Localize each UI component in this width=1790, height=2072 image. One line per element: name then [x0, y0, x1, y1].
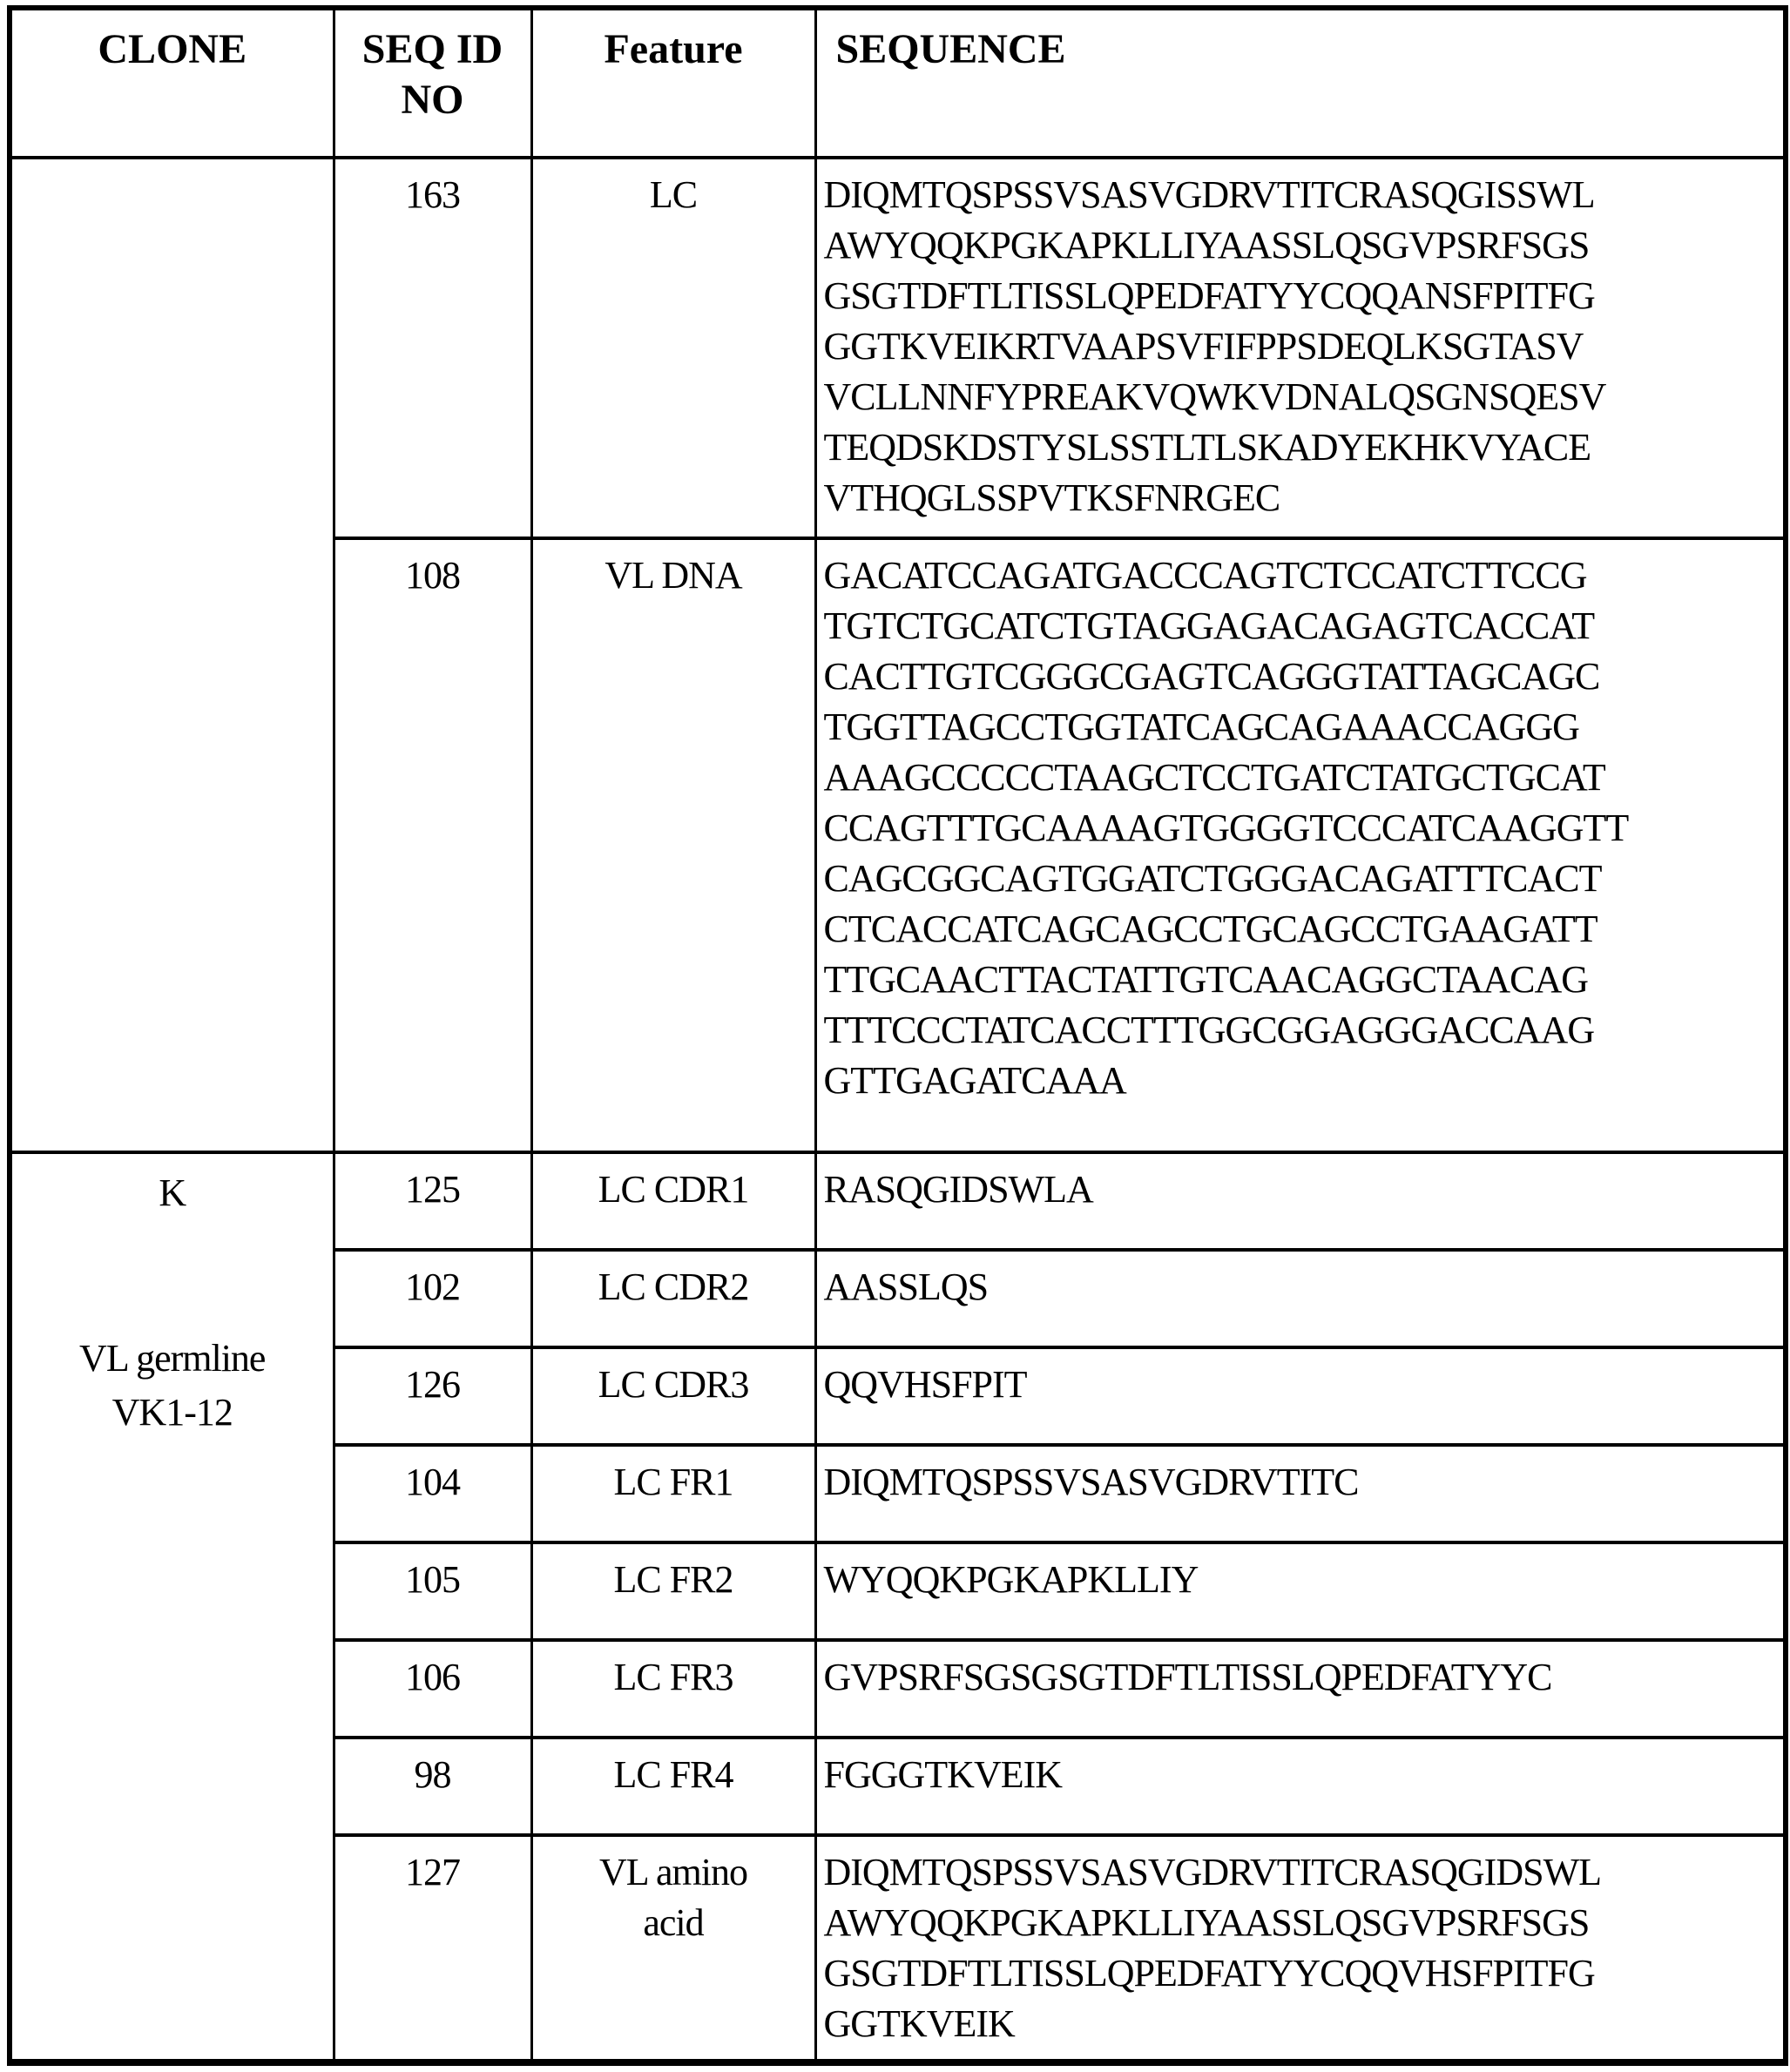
header-clone: [10, 8, 334, 158]
feature-value: LC CDR1: [598, 1168, 749, 1211]
sequence-cell: [815, 1640, 1786, 1738]
sequence-cell: [815, 1835, 1786, 2062]
sequence-cell: [815, 538, 1786, 1152]
seq-id-cell: [334, 1835, 531, 2062]
seq-id-value: 98: [414, 1753, 451, 1796]
sequence-cell: [815, 1445, 1786, 1542]
sequence-value: AASSLQS: [823, 1265, 989, 1308]
seq-id-cell: [334, 158, 531, 538]
seq-id-value: 104: [405, 1461, 460, 1503]
header-feature-label: Feature: [604, 26, 743, 72]
row-lc-cdr1: [10, 1152, 1786, 1250]
seq-id-value: 106: [405, 1656, 460, 1698]
feature-cell: [531, 1738, 815, 1835]
seq-id-cell: [334, 1347, 531, 1445]
feature-value: LC CDR3: [598, 1363, 749, 1406]
feature-cell: [531, 1542, 815, 1640]
header-seq-id: [334, 8, 531, 158]
sequence-value: DIQMTQSPSSVSASVGDRVTITCRASQGISSWL AWYQQKPGKAPKLLIYAASSLQSGVPSRFSGS GSGTDFTLTISSLQPEDFATYYCQQANSFPITFG GGTKVEIKRTVAAPSVFIFPPSDEQLKSGTASV VCLLNNFYPREAKVQWKVDNALQSGNSQESV TEQDSKDSTYSLSSTLTLSKADYEKHKVYACE VTHQGLSSPVTKSFNRGEC: [823, 173, 1606, 519]
feature-value: VL amino acid: [599, 1851, 747, 1944]
seq-id-cell: [334, 1542, 531, 1640]
feature-cell: [531, 1250, 815, 1347]
sequence-value: FGGGTKVEIK: [823, 1753, 1063, 1796]
header-clone-label: CLONE: [98, 26, 247, 72]
clone-name: K: [159, 1171, 186, 1214]
header-sequence-label: SEQUENCE: [835, 26, 1066, 72]
feature-cell: [531, 538, 815, 1152]
sequence-value: DIQMTQSPSSVSASVGDRVTITC: [823, 1461, 1359, 1503]
header-sequence: [815, 8, 1786, 158]
sequence-value: WYQQKPGKAPKLLIY: [823, 1558, 1199, 1601]
feature-value: LC CDR2: [598, 1265, 749, 1308]
sequence-value: GACATCCAGATGACCCAGTCTCCATCTTCCG TGTCTGCATCTGTAGGAGACAGAGTCACCAT CACTTGTCGGGCGAGTCAGGGTATTAGCAGC TGGTTAGCCTGGTATCAGCAGAAACCAGGG AAAGCCCCCTAAGCTCCTGATCTATGCTGCAT CCAGTTTGCAAAAGTGGGGTCCCATCAAGGTT CAGCGGCAGTGGATCTGGGACAGATTTCACT CTCACCATCAGCAGCCTGCAGCCTGAAGATT TTGCAACTTACTATTGTCAACAGGCTAACAG TTTCCCTATCACCTTTGGCGGAGGGACCAAG GTTGAGATCAAA: [823, 554, 1629, 1102]
seq-id-cell: [334, 1738, 531, 1835]
feature-cell: [531, 1152, 815, 1250]
feature-value: LC: [649, 173, 698, 216]
row-lc: [10, 158, 1786, 538]
seq-id-value: 102: [405, 1265, 460, 1308]
sequence-cell: [815, 1542, 1786, 1640]
sequence-cell: [815, 1738, 1786, 1835]
sequence-cell: [815, 1347, 1786, 1445]
seq-id-cell: [334, 1445, 531, 1542]
clone-cell: [10, 1152, 334, 2062]
feature-value: LC FR4: [613, 1753, 733, 1796]
clone-germline: VL germline VK1-12: [79, 1337, 266, 1434]
feature-cell: [531, 1347, 815, 1445]
seq-id-value: 105: [405, 1558, 460, 1601]
sequence-value: RASQGIDSWLA: [823, 1168, 1093, 1211]
sequence-value: QQVHSFPIT: [823, 1363, 1027, 1406]
feature-value: VL DNA: [605, 554, 742, 597]
feature-cell: [531, 1640, 815, 1738]
seq-id-value: 163: [405, 173, 460, 216]
seq-id-cell: [334, 1640, 531, 1738]
header-feature: [531, 8, 815, 158]
sequence-cell: [815, 158, 1786, 538]
feature-value: LC FR3: [613, 1656, 733, 1698]
seq-id-value: 126: [405, 1363, 460, 1406]
sequence-cell: [815, 1250, 1786, 1347]
feature-value: LC FR1: [613, 1461, 733, 1503]
sequence-value: GVPSRFSGSGSGTDFTLTISSLQPEDFATYYC: [823, 1656, 1552, 1698]
seq-id-cell: [334, 1152, 531, 1250]
seq-id-value: 125: [405, 1168, 460, 1211]
sequence-value: DIQMTQSPSSVSASVGDRVTITCRASQGIDSWL AWYQQKPGKAPKLLIYAASSLQSGVPSRFSGS GSGTDFTLTISSLQPEDFATYYCQQVHSFPITFG GGTKVEIK: [823, 1851, 1601, 2045]
sequence-cell: [815, 1152, 1786, 1250]
feature-value: LC FR2: [613, 1558, 733, 1601]
seq-id-value: 127: [405, 1851, 460, 1893]
clone-cell-empty: [10, 158, 334, 1152]
seq-id-value: 108: [405, 554, 460, 597]
sequence-listing-table: [7, 5, 1788, 2066]
seq-id-cell: [334, 538, 531, 1152]
header-seq-id-label: SEQ ID NO: [361, 26, 503, 123]
header-row: [10, 8, 1786, 158]
seq-id-cell: [334, 1250, 531, 1347]
feature-cell: [531, 1835, 815, 2062]
feature-cell: [531, 158, 815, 538]
feature-cell: [531, 1445, 815, 1542]
